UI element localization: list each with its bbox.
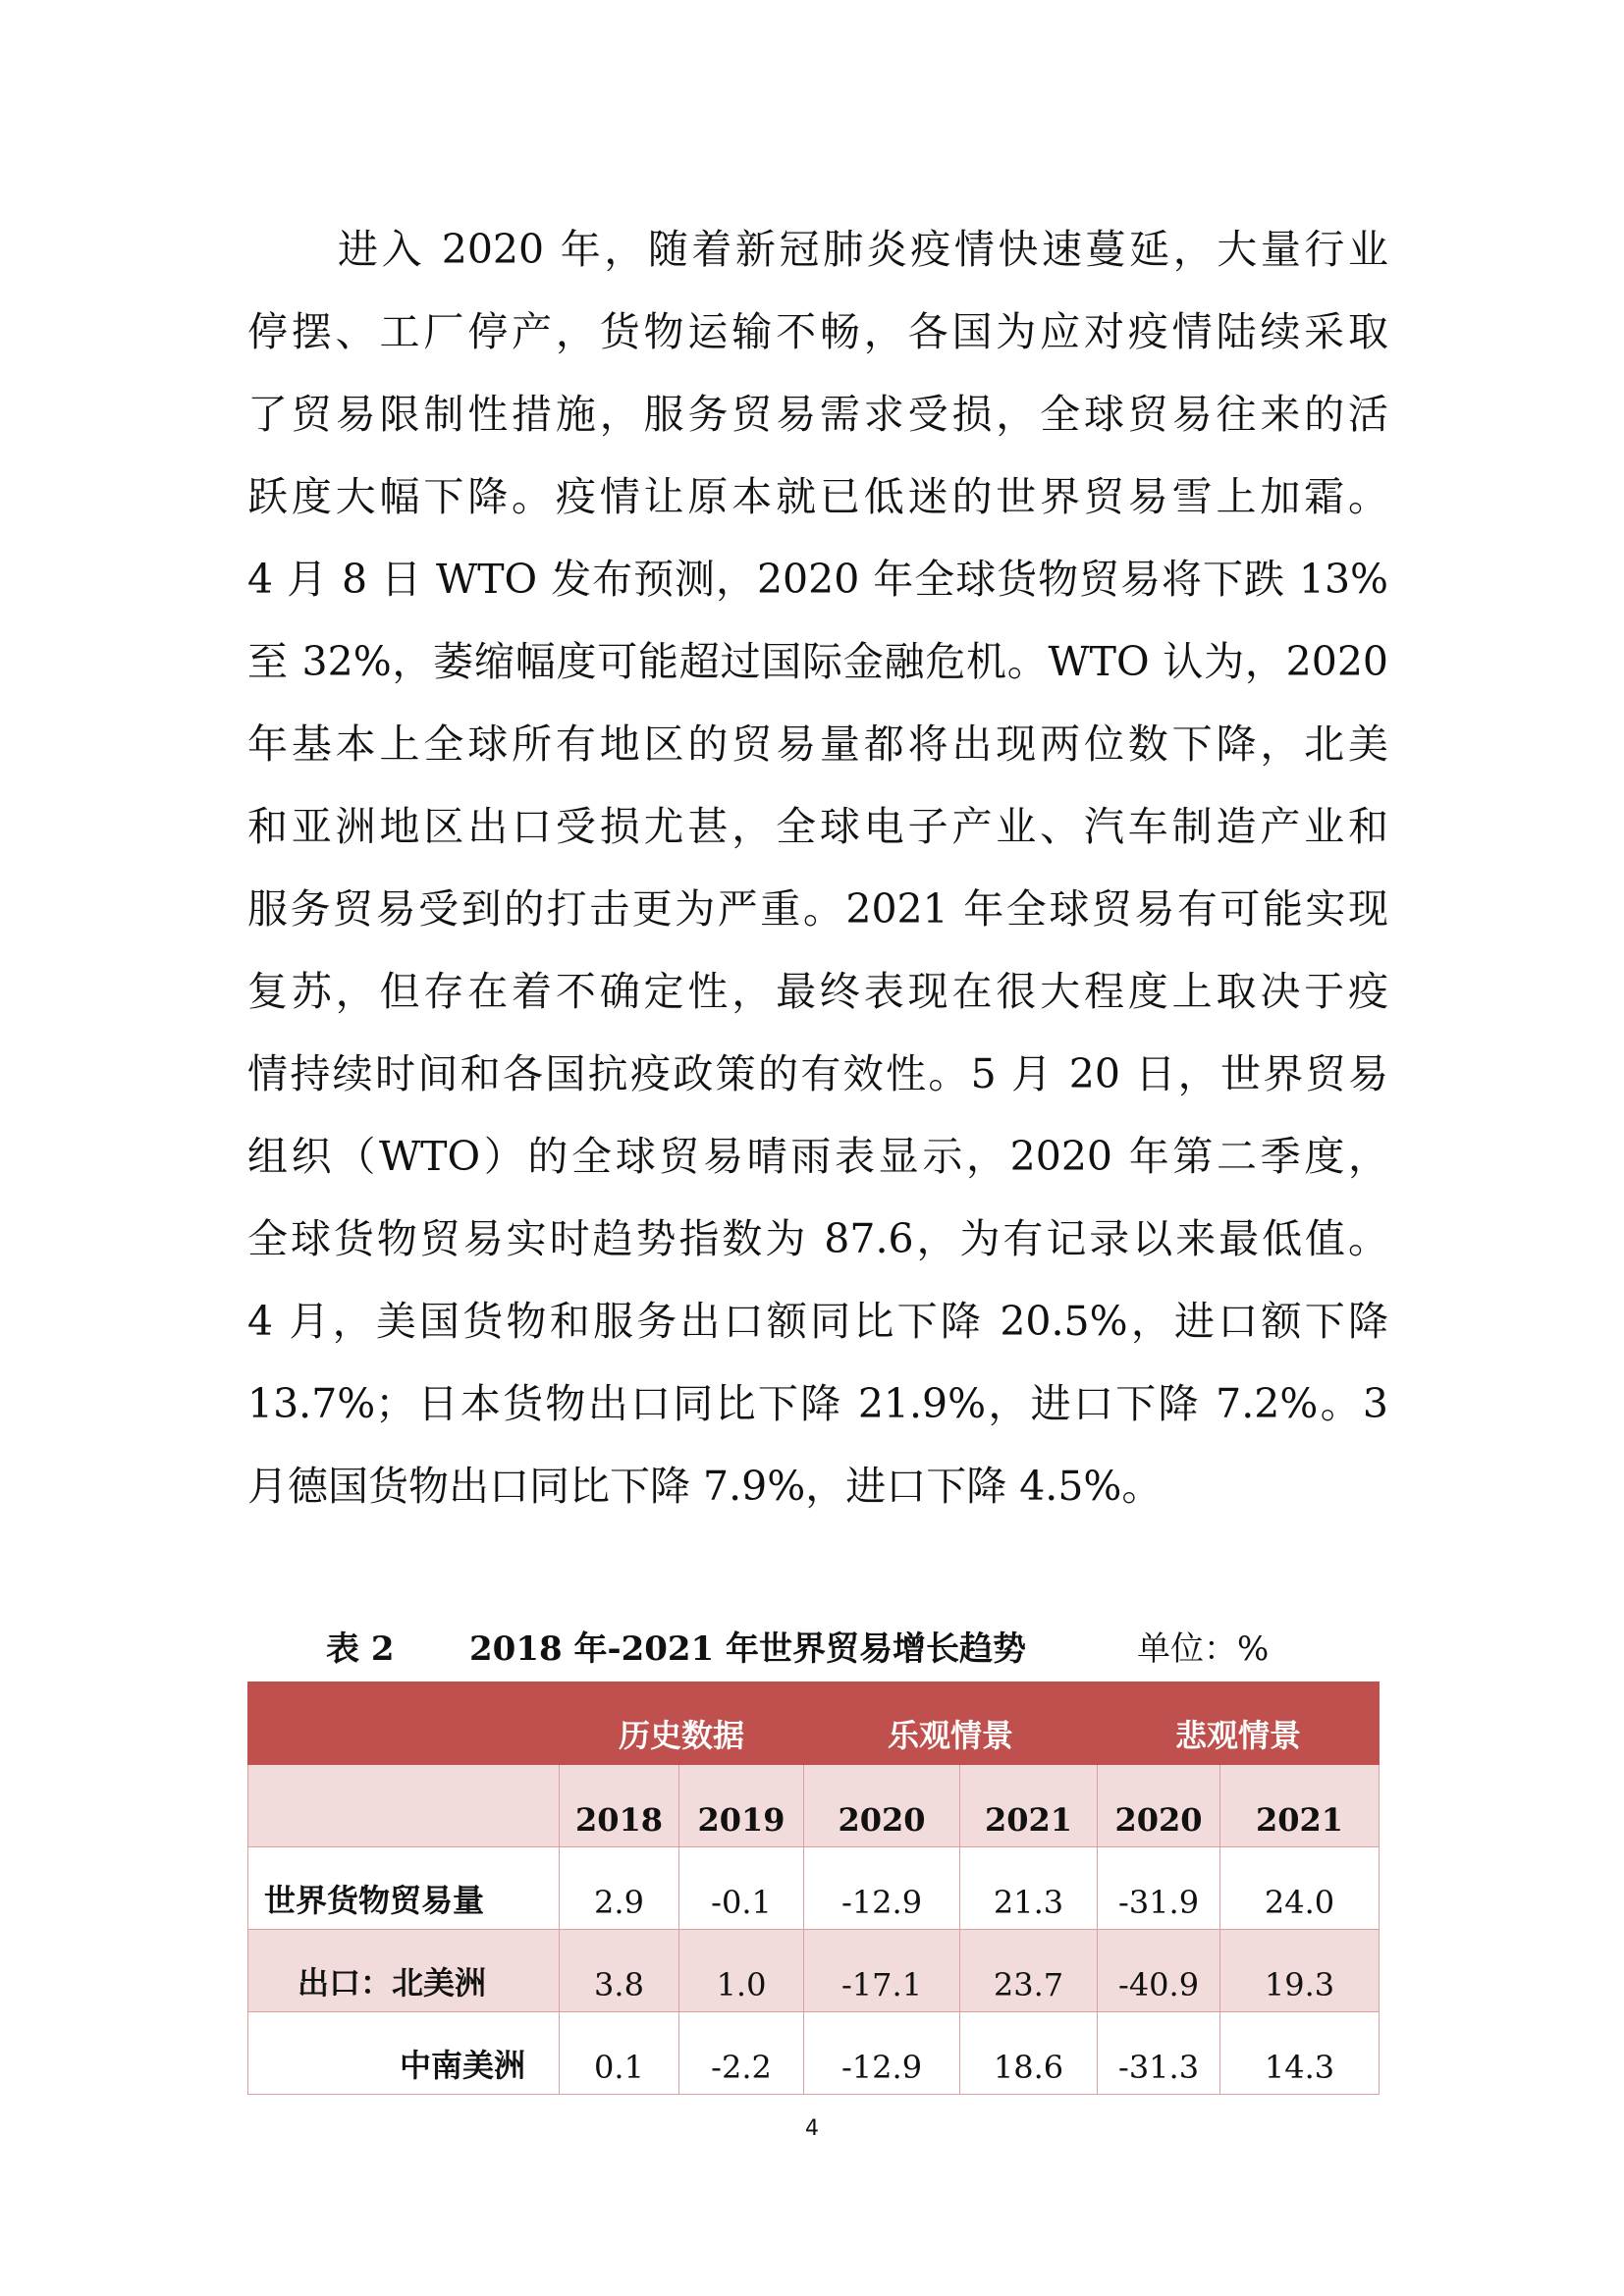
paragraph-line: 情持续时间和各国抗疫政策的有效性。5 月 20 日，世界贸易 [247,1050,1388,1097]
paragraph-line: 停摆、工厂停产，货物运输不畅，各国为应对疫情陆续采取 [247,308,1388,355]
year-cell: 2020 [1098,1765,1220,1847]
group-pessimistic: 悲观情景 [1098,1682,1380,1765]
year-cell: 2021 [960,1765,1098,1847]
year-cell: 2018 [560,1765,679,1847]
header-cell-empty [248,1765,560,1847]
paragraph-line: 年基本上全球所有地区的贸易量都将出现两位数下降，北美 [247,721,1388,768]
table-number: 表 2 [326,1629,395,1669]
value-cell: -2.2 [679,2012,804,2095]
value-cell: 19.3 [1220,1930,1380,2012]
value-cell: 14.3 [1220,2012,1380,2095]
row-label: 中南美洲 [248,2012,560,2095]
value-cell: 0.1 [560,2012,679,2095]
paragraph-line: 至 32%，萎缩幅度可能超过国际金融危机。WTO 认为，2020 [247,638,1388,685]
year-cell: 2021 [1220,1765,1380,1847]
year-cell: 2020 [804,1765,960,1847]
paragraph-line: 全球货物贸易实时趋势指数为 87.6，为有记录以来最低值。 [247,1215,1388,1262]
paragraph-line: 跃度大幅下降。疫情让原本就已低迷的世界贸易雪上加霜。 [247,473,1388,520]
table-year-header [248,1765,1380,1847]
value-cell: 24.0 [1220,1847,1380,1930]
table-row [248,2012,1380,2095]
value-cell: 2.9 [560,1847,679,1930]
value-cell: 1.0 [679,1930,804,2012]
value-cell: 3.8 [560,1930,679,2012]
value-cell: -40.9 [1098,1930,1220,2012]
value-cell: -17.1 [804,1930,960,2012]
value-cell: -0.1 [679,1847,804,1930]
value-cell: -31.3 [1098,2012,1220,2095]
table-row [248,1847,1380,1930]
paragraph-line: 4 月 8 日 WTO 发布预测，2020 年全球货物贸易将下跌 13% [247,556,1388,603]
body-paragraph [247,208,1388,1527]
paragraph-line: 和亚洲地区出口受损尤甚，全球电子产业、汽车制造产业和 [247,803,1388,850]
paragraph-line: 4 月，美国货物和服务出口额同比下降 20.5%，进口额下降 [247,1298,1388,1345]
value-cell: -12.9 [804,1847,960,1930]
group-optimistic: 乐观情景 [804,1682,1098,1765]
paragraph-line: 复苏，但存在着不确定性，最终表现在很大程度上取决于疫 [247,968,1388,1015]
group-historical: 历史数据 [560,1682,804,1765]
value-cell: 23.7 [960,1930,1098,2012]
value-cell: -31.9 [1098,1847,1220,1930]
paragraph-line: 服务贸易受到的打击更为严重。2021 年全球贸易有可能实现 [247,885,1388,933]
row-label: 出口：北美洲 [248,1930,560,2012]
paragraph-line: 月德国货物出口同比下降 7.9%，进口下降 4.5%。 [247,1463,1163,1510]
row-label: 世界货物贸易量 [248,1847,560,1930]
table-unit: 单位：% [1137,1629,1270,1669]
paragraph-line: 组织（WTO）的全球贸易晴雨表显示，2020 年第二季度， [247,1133,1388,1180]
table-group-header [248,1682,1380,1765]
value-cell: 21.3 [960,1847,1098,1930]
paragraph-line: 13.7%；日本货物出口同比下降 21.9%，进口下降 7.2%。3 [247,1380,1388,1427]
year-cell: 2019 [679,1765,804,1847]
trade-growth-table [247,1682,1380,2095]
table-title: 2018 年-2021 年世界贸易增长趋势 [469,1629,1027,1669]
value-cell: 18.6 [960,2012,1098,2095]
table-caption [247,1620,1388,1679]
table-row [248,1930,1380,2012]
value-cell: -12.9 [804,2012,960,2095]
paragraph-line: 了贸易限制性措施，服务贸易需求受损，全球贸易往来的活 [247,391,1388,438]
page-number: 4 [805,2116,819,2141]
paragraph-line: 进入 2020 年，随着新冠肺炎疫情快速蔓延，大量行业 [338,226,1388,273]
header-cell-empty [248,1682,560,1765]
